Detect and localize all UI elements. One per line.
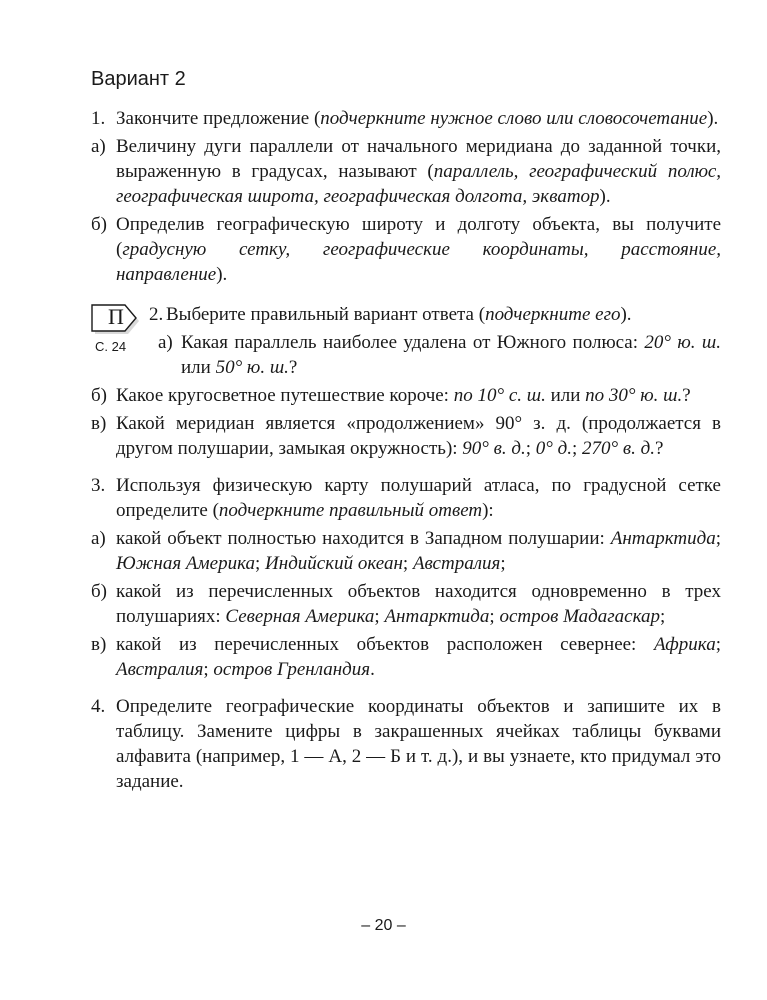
question-2-item-c: в) Какой меридиан является «продолжением» 90° з. д. (продолжается в другом полушарии, замыкая окружность): 90° в. д.; 0° д.; 270° в. д.? — [91, 413, 721, 459]
question-3-item-a: а) какой объект полностью находится в Западном полушарии: Антарктида; Южная Америка; Индийский океан; Австралия; — [91, 528, 721, 574]
item-letter: б) — [91, 214, 107, 235]
question-1: 1. Закончите предложение (подчеркните нужное слово или словосочетание). — [91, 108, 719, 129]
item-letter: а) — [91, 528, 106, 549]
question-3: 3. Используя физическую карту полушарий атласа, по градусной сетке определите (подчеркните правильный ответ): — [91, 475, 721, 521]
question-2-item-b: б) Какое кругосветное путешествие короче: по 10° с. ш. или по 30° ю. ш.? — [91, 385, 691, 406]
exercise-content — [91, 106, 721, 794]
question-number: 1. — [91, 108, 106, 129]
question-number: 3. — [91, 475, 106, 496]
question-3-item-b: б) какой из перечисленных объектов находится одновременно в трех полушариях: Северная Америка; Антарктида; остров Мадагаскар; — [91, 581, 721, 627]
question-3-item-c: в) какой из перечисленных объектов расположен севернее: Африка; Австралия; остров Гренландия. — [91, 634, 721, 680]
question-1-item-a: а) Величину дуги параллели от начального меридиана до заданной точки, выраженную в градусах, называют (параллель, географический полюс, географическая широта, географическая долгота, экватор). — [91, 136, 722, 207]
question-number: 4. — [91, 696, 106, 717]
item-letter: а) — [158, 332, 173, 353]
textbook-page-ref: С. 24 — [95, 339, 127, 354]
question-4: 4. Определите географические координаты объектов и запишите их в таблицу. Замените цифры в закрашенных ячейках таблицы буквами алфавита (например, 1 — А, 2 — Б и т. д.), и вы узнаете, кто придумал это задание. — [91, 696, 721, 792]
badge-letter: П — [108, 304, 124, 329]
question-2-block — [91, 302, 721, 380]
item-letter: в) — [91, 634, 107, 655]
variant-title: Вариант 2 — [91, 68, 186, 90]
item-letter: в) — [91, 413, 107, 434]
question-2: 2. Выберите правильный вариант ответа (подчеркните его). — [149, 304, 632, 325]
item-letter: б) — [91, 581, 107, 602]
item-letter: а) — [91, 136, 106, 157]
item-letter: б) — [91, 385, 107, 406]
question-1-item-b: б) Определив географическую широту и долготу объекта, вы получите (градусную сетку, географические координаты, расстояние, направление). — [91, 214, 721, 285]
page-number: – 20 – — [361, 917, 406, 934]
question-2-item-a: а) Какая параллель наиболее удалена от Южного полюса: 20° ю. ш. или 50° ю. ш.? — [158, 332, 722, 378]
question-number: 2. — [149, 304, 164, 325]
